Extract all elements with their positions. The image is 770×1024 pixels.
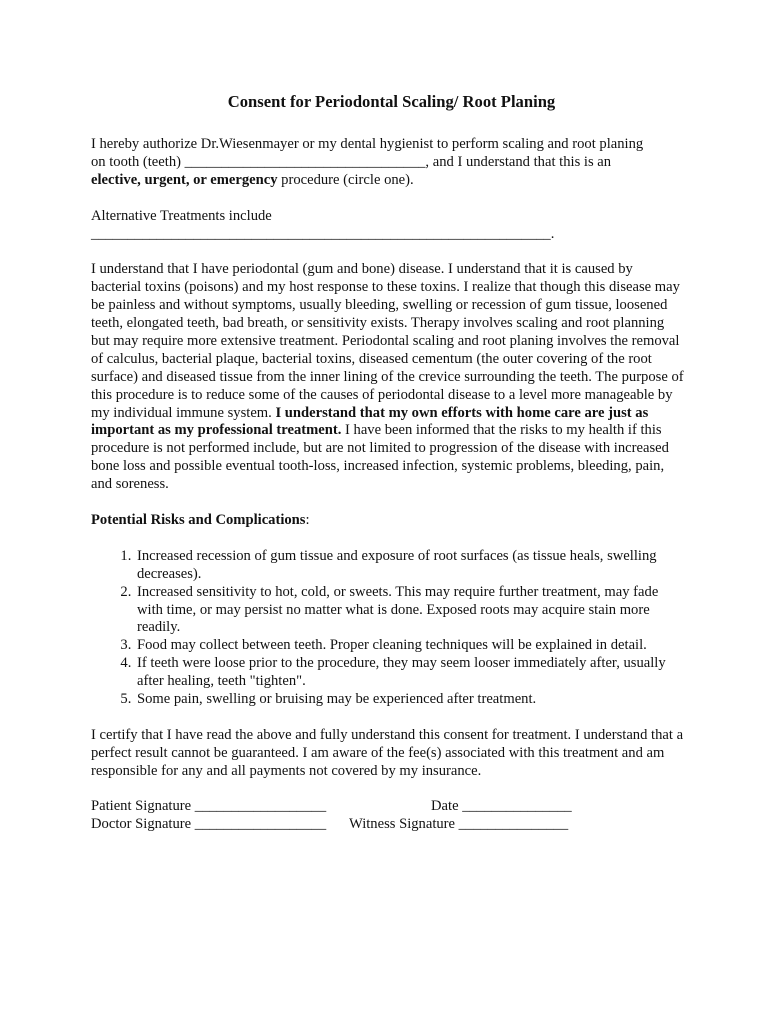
list-item: 1. Increased recession of gum tissue and exposure of root surfaces (as tissue heals, swelling decreases). xyxy=(135,548,686,584)
risks-heading xyxy=(91,512,686,530)
signature-row-1 xyxy=(91,798,686,816)
page-title: Consent for Periodontal Scaling/ Root Planing xyxy=(227,92,556,111)
list-item: 2. Increased sensitivity to hot, cold, or sweets. This may require further treatment, may fade with time, or may persist no matter what is done. Exposed roots may acquire stain more readily. xyxy=(135,584,686,638)
authorization-line-1: I hereby authorize Dr.Wiesenmayer or my dental hygienist to perform scaling and root planing xyxy=(91,136,644,152)
doctor-signature-label: Doctor Signature xyxy=(91,816,195,833)
list-item: 4. If teeth were loose prior to the procedure, they may seem looser immediately after, usually after healing, teeth "tighten". xyxy=(135,655,686,691)
witness-signature-label: Witness Signature xyxy=(349,816,459,833)
list-item: 5. Some pain, swelling or bruising may be experienced after treatment. xyxy=(135,691,686,709)
authorization-paragraph xyxy=(91,136,686,190)
patient-signature-label: Patient Signature xyxy=(91,798,195,815)
list-item: 3. Food may collect between teeth. Proper cleaning techniques will be explained in detail. xyxy=(135,637,686,655)
procedure-type-instruction: procedure (circle one). xyxy=(277,171,414,188)
risks-heading-colon: : xyxy=(305,511,310,528)
tooth-blank-field[interactable]: _________________________________ xyxy=(184,153,426,170)
procedure-type-choices[interactable]: elective, urgent, or emergency xyxy=(91,171,278,188)
disease-paragraph xyxy=(91,261,686,494)
witness-signature-field[interactable]: _______________ xyxy=(458,816,569,833)
consent-form xyxy=(91,92,686,834)
authorization-line-2-end: , and I understand that this is an xyxy=(425,153,612,170)
certification-paragraph: I certify that I have read the above and fully understand this consent for treatment. I understand that a perfect result cannot be guaranteed. I am aware of the fee(s) associated with this treatment and am responsible for any and all payments not covered by my insurance. xyxy=(91,726,684,779)
date-label: Date xyxy=(431,798,463,815)
risks-heading-text: Potential Risks and Complications xyxy=(91,511,306,528)
signature-block xyxy=(91,798,686,834)
home-care-statement: I understand that my own efforts with home care are just as important as my professional treatment. xyxy=(91,404,649,439)
disease-text-b: I have been informed that the risks to my health if this procedure is not performed include, but are not limited to progression of the disease with increased bone loss and possible eventual tooth-loss, increased infection, systemic problems, bleeding, pain, and soreness. xyxy=(91,422,669,493)
authorization-line-2: on tooth (teeth) xyxy=(91,153,185,170)
alternative-treatments xyxy=(91,208,686,244)
alternative-treatments-blank[interactable]: _______________________________________________________________. xyxy=(91,225,555,242)
disease-text-a: I understand that I have periodontal (gum and bone) disease. I understand that it is caused by bacterial toxins (poisons) and my host response to these toxins. I realize that though this disease may be painless and without symptoms, usually bleeding, swelling or recession of gum tissue, loosened teeth, elongated teeth, bad breath, or sensitivity exists. Therapy involves scaling and root planning but may require more extensive treatment. Periodontal scaling and root planing involves the removal of calculus, bacterial plaque, bacterial toxins, diseased cementum (the outer covering of the root surface) and diseased tissue from the inner lining of the crevice surrounding the teeth. The purpose of this procedure is to reduce some of the causes of periodontal disease to a level more manageable by my individual immune system. xyxy=(91,261,684,421)
patient-signature-field[interactable]: __________________ xyxy=(194,798,327,815)
doctor-signature-field[interactable]: __________________ xyxy=(194,816,327,833)
signature-row-2 xyxy=(91,816,686,834)
date-field[interactable]: _______________ xyxy=(462,798,572,815)
risks-list xyxy=(91,548,686,709)
alternative-treatments-label: Alternative Treatments include xyxy=(91,207,272,224)
